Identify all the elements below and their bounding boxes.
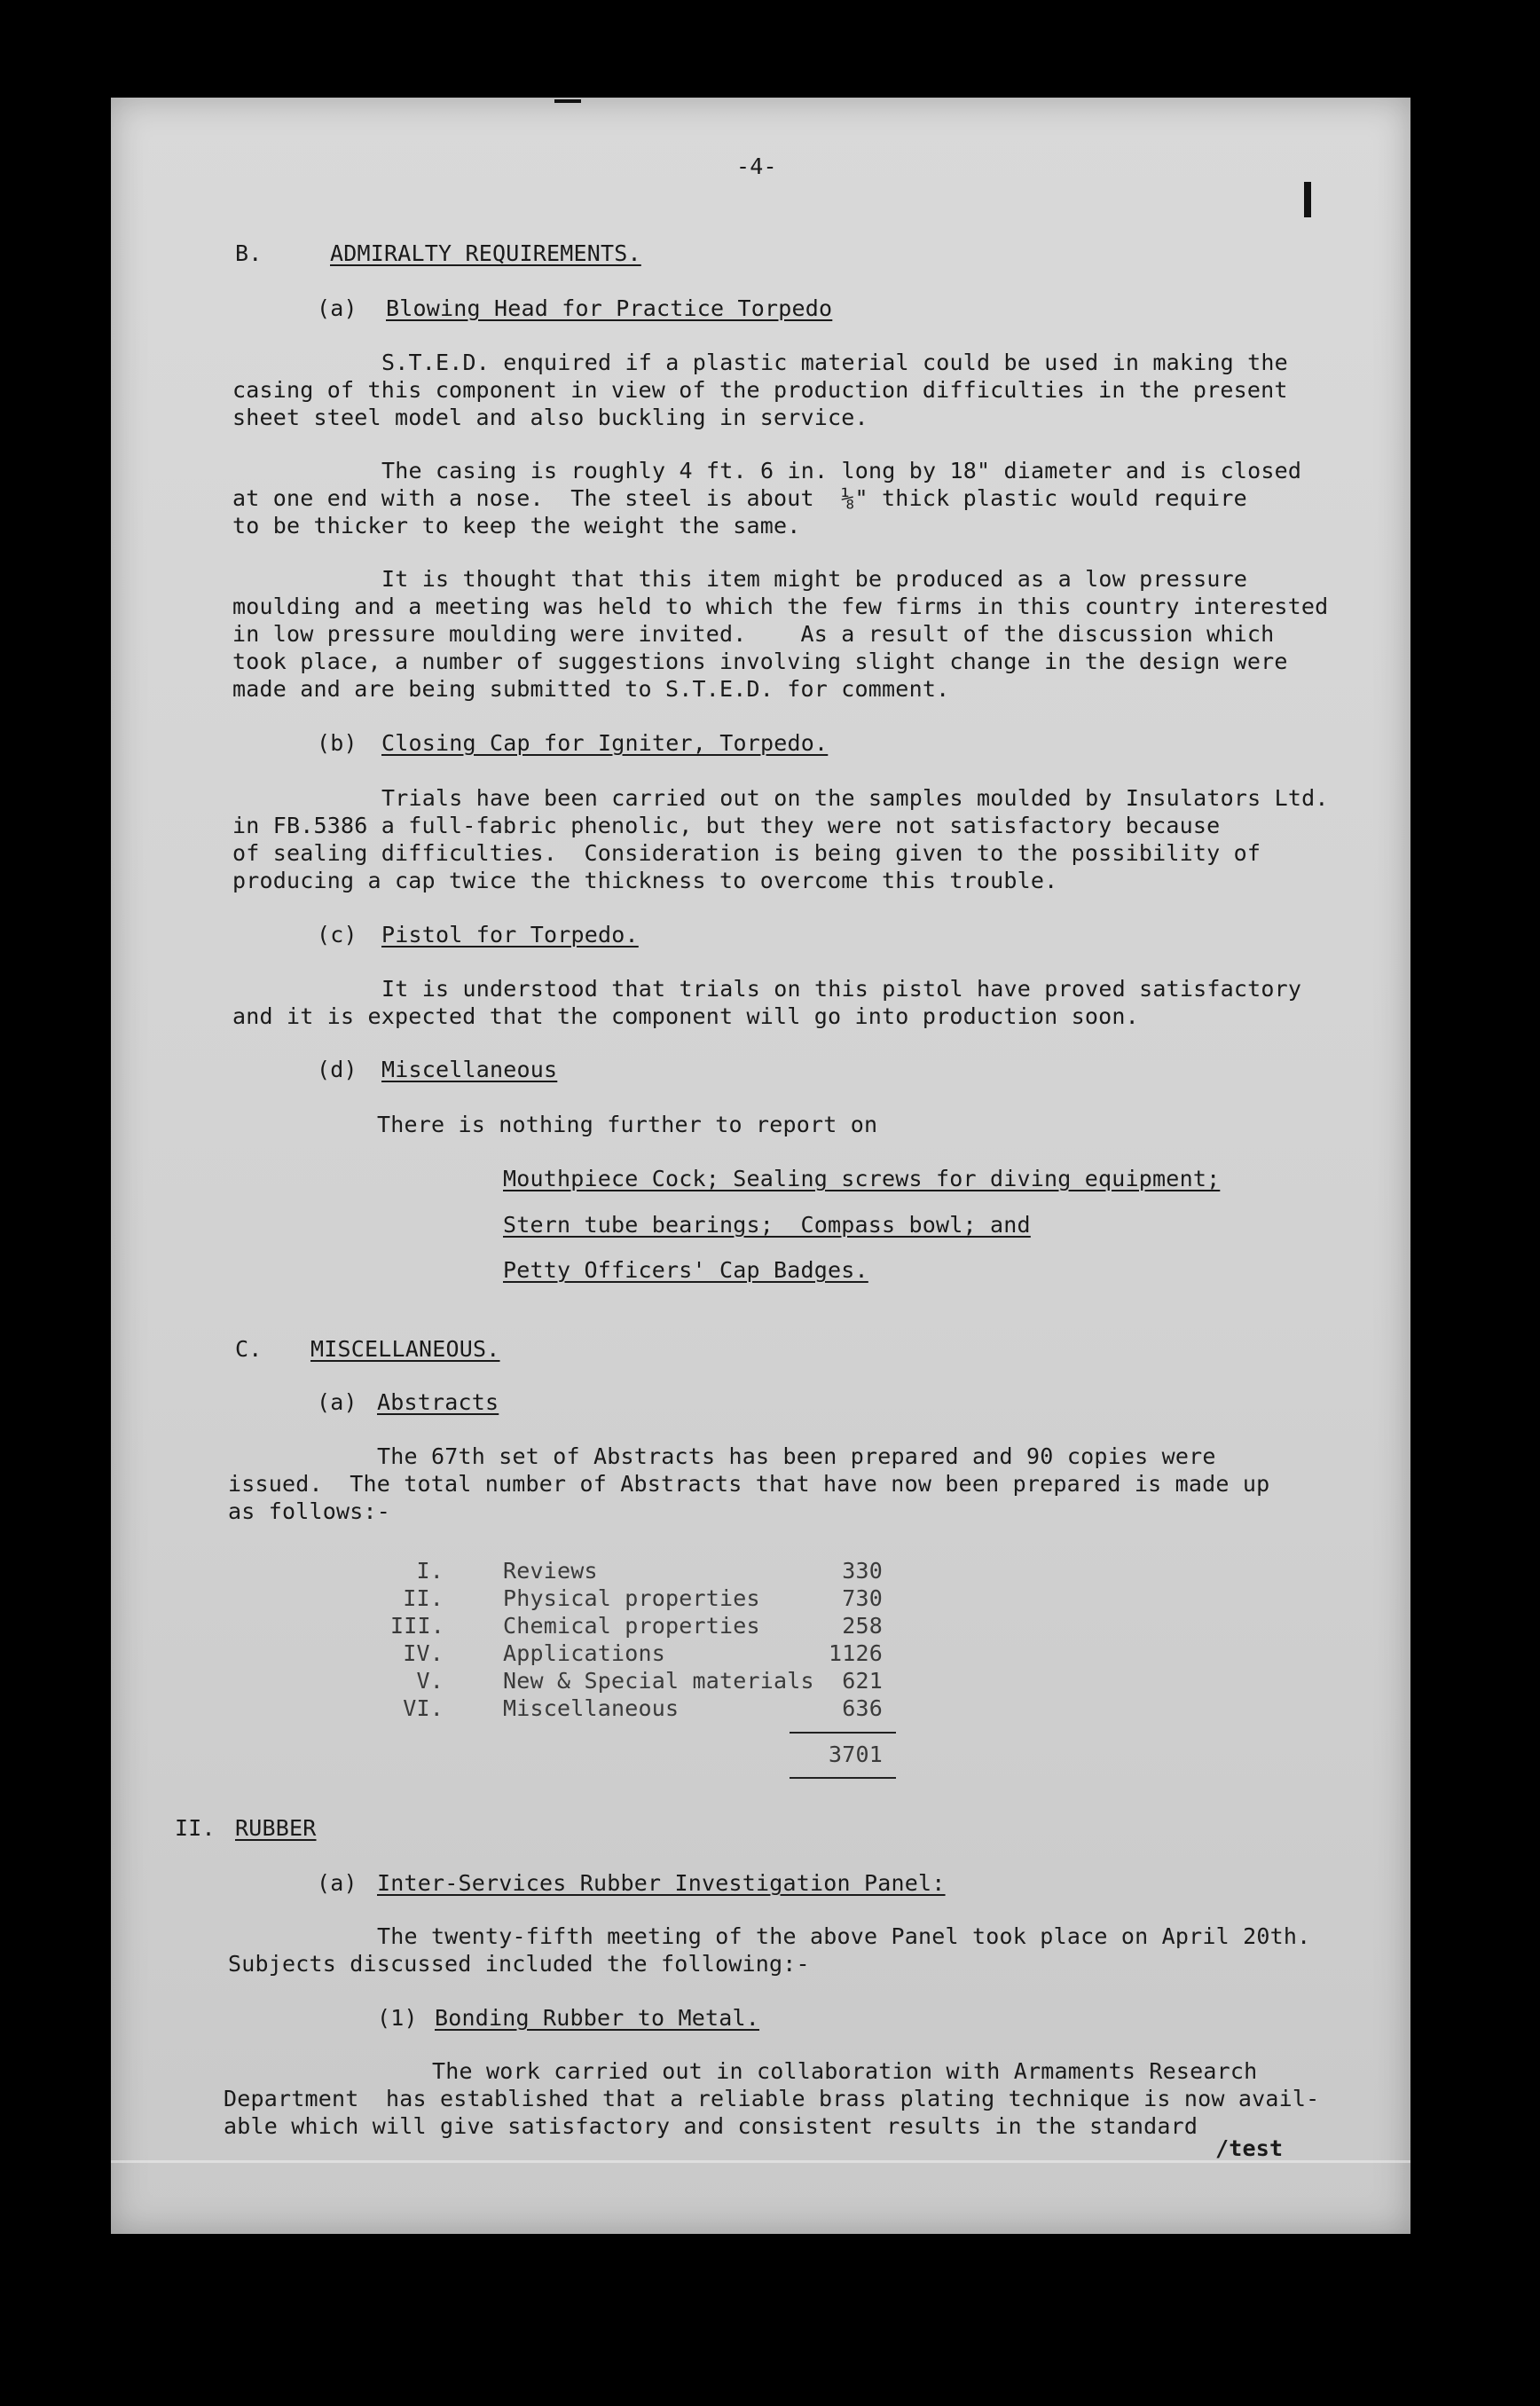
table-row-name: Miscellaneous bbox=[503, 1695, 680, 1721]
table-row-number: IV. bbox=[403, 1640, 444, 1666]
table-row-count: 258 bbox=[842, 1613, 883, 1639]
paragraph-line: at one end with a nose. The steel is about ⅛" thick plastic would require bbox=[232, 485, 1247, 511]
subsection-title: Miscellaneous bbox=[381, 1057, 558, 1082]
subsection-label: (a) bbox=[317, 295, 358, 321]
table-row-count: 636 bbox=[842, 1695, 883, 1721]
paragraph-line: The 67th set of Abstracts has been prepared and 90 copies were bbox=[377, 1443, 1216, 1469]
section-b-letter: B. bbox=[235, 240, 263, 266]
subsection-label: (1) bbox=[377, 2005, 418, 2031]
paragraph-line: It is understood that trials on this pistol have proved satisfactory bbox=[381, 976, 1302, 1002]
paragraph-line: in low pressure moulding were invited. As a result of the discussion which bbox=[232, 621, 1275, 647]
list-item: Petty Officers' Cap Badges. bbox=[503, 1257, 868, 1283]
subsection-title: Blowing Head for Practice Torpedo bbox=[386, 295, 833, 321]
list-item: Mouthpiece Cock; Sealing screws for diving equipment; bbox=[503, 1166, 1221, 1191]
table-row-count: 621 bbox=[842, 1668, 883, 1694]
subsection-label: (a) bbox=[317, 1389, 358, 1415]
section-b-heading: ADMIRALTY REQUIREMENTS. bbox=[330, 240, 641, 266]
paragraph-line: in FB.5386 a full-fabric phenolic, but they were not satisfactory because bbox=[232, 813, 1221, 838]
paragraph-line: Subjects discussed included the following:- bbox=[228, 1951, 810, 1977]
table-row-number: III. bbox=[390, 1613, 445, 1639]
paragraph-line: as follows:- bbox=[228, 1498, 391, 1524]
total-rule bbox=[790, 1777, 896, 1779]
table-row-name: Chemical properties bbox=[503, 1613, 760, 1639]
paragraph-line: and it is expected that the component will go into production soon. bbox=[232, 1003, 1139, 1029]
continuation-mark: /test bbox=[1215, 2135, 1284, 2161]
table-row-count: 330 bbox=[842, 1558, 883, 1584]
scan-mark bbox=[554, 99, 581, 103]
margin-mark bbox=[1304, 182, 1311, 217]
subsection-label: (b) bbox=[317, 730, 358, 756]
paragraph-line: took place, a number of suggestions involving slight change in the design were bbox=[232, 649, 1288, 674]
subsection-title: Closing Cap for Igniter, Torpedo. bbox=[381, 730, 829, 756]
section-ii-numeral: II. bbox=[175, 1815, 216, 1841]
subsection-label: (a) bbox=[317, 1870, 358, 1896]
paragraph-line: S.T.E.D. enquired if a plastic material could be used in making the bbox=[381, 350, 1288, 375]
table-row-number: II. bbox=[403, 1585, 444, 1611]
table-row-count: 730 bbox=[842, 1585, 883, 1611]
table-row-number: VI. bbox=[403, 1695, 444, 1721]
section-c-heading: MISCELLANEOUS. bbox=[310, 1336, 500, 1362]
total-rule bbox=[790, 1732, 896, 1734]
paragraph-line: The casing is roughly 4 ft. 6 in. long by 18" diameter and is closed bbox=[381, 458, 1302, 484]
subsection-label: (c) bbox=[317, 922, 358, 947]
paragraph-line: Department has established that a reliable brass plating technique is now avail- bbox=[224, 2086, 1320, 2111]
paragraph-line: sheet steel model and also buckling in service. bbox=[232, 405, 868, 430]
subsection-label: (d) bbox=[317, 1057, 358, 1082]
paragraph-line: casing of this component in view of the production difficulties in the present bbox=[232, 377, 1288, 403]
table-row-count: 1126 bbox=[828, 1640, 883, 1666]
section-ii-heading: RUBBER bbox=[235, 1815, 317, 1841]
paragraph-line: to be thicker to keep the weight the same. bbox=[232, 513, 801, 539]
list-item: Stern tube bearings; Compass bowl; and bbox=[503, 1212, 1031, 1238]
paragraph-line: The work carried out in collaboration with Armaments Research bbox=[432, 2058, 1258, 2084]
paragraph-line: producing a cap twice the thickness to overcome this trouble. bbox=[232, 868, 1058, 893]
paragraph-line: It is thought that this item might be produced as a low pressure bbox=[381, 566, 1248, 592]
table-row-number: I. bbox=[416, 1558, 444, 1584]
paragraph-line: of sealing difficulties. Consideration is being given to the possibility of bbox=[232, 840, 1261, 866]
paragraph-line: made and are being submitted to S.T.E.D. for comment. bbox=[232, 676, 950, 702]
table-row-number: V. bbox=[416, 1668, 444, 1694]
subsection-title: Inter-Services Rubber Investigation Panel: bbox=[377, 1870, 946, 1896]
paragraph-line: The twenty-fifth meeting of the above Panel took place on April 20th. bbox=[377, 1923, 1311, 1949]
table-row-name: New & Special materials bbox=[503, 1668, 814, 1694]
table-row-name: Applications bbox=[503, 1640, 666, 1666]
table-row-name: Reviews bbox=[503, 1558, 598, 1584]
subsection-title: Bonding Rubber to Metal. bbox=[435, 2005, 760, 2031]
section-c-letter: C. bbox=[235, 1336, 263, 1362]
table-row-name: Physical properties bbox=[503, 1585, 760, 1611]
scan-artifact bbox=[111, 2160, 1410, 2163]
page-number: -4- bbox=[736, 153, 777, 179]
paragraph-line: There is nothing further to report on bbox=[377, 1112, 878, 1137]
table-total: 3701 bbox=[828, 1742, 883, 1767]
paragraph-line: able which will give satisfactory and consistent results in the standard bbox=[224, 2113, 1198, 2139]
subsection-title: Pistol for Torpedo. bbox=[381, 922, 639, 947]
paragraph-line: issued. The total number of Abstracts that have now been prepared is made up bbox=[228, 1471, 1270, 1497]
paragraph-line: Trials have been carried out on the samples moulded by Insulators Ltd. bbox=[381, 785, 1329, 811]
document-page bbox=[111, 98, 1410, 2234]
paragraph-line: moulding and a meeting was held to which the few firms in this country interested bbox=[232, 594, 1329, 619]
subsection-title: Abstracts bbox=[377, 1389, 499, 1415]
